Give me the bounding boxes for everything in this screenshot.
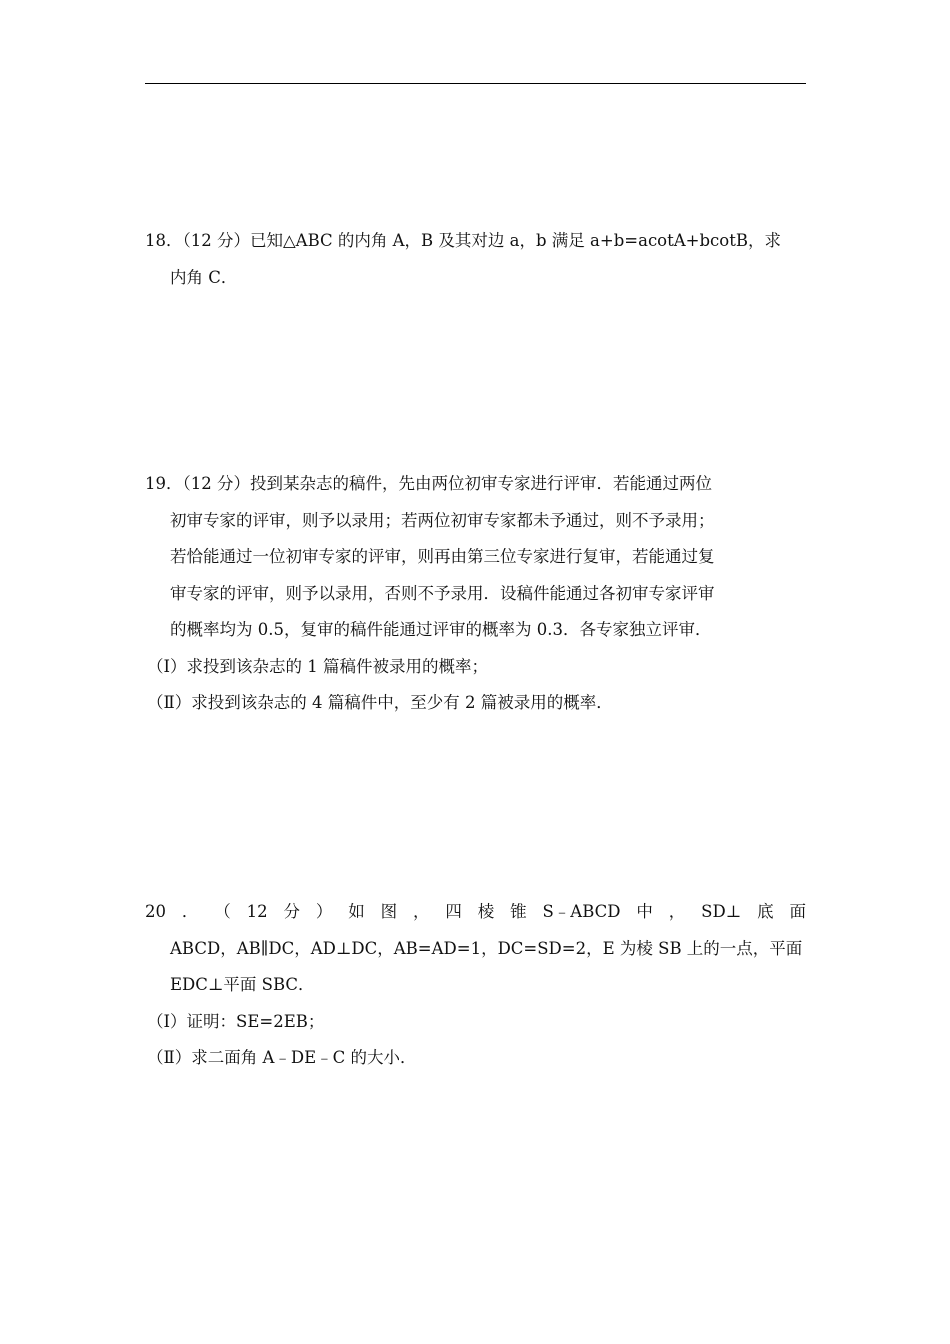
p20-token: ．: [181, 902, 199, 921]
problem-20-part-2: （Ⅱ）求二面角 A﹣DE﹣C 的大小．: [147, 1048, 417, 1067]
p20-token: ，: [413, 902, 430, 921]
p20-token: ）: [315, 902, 333, 921]
p20-token: 锥: [510, 902, 527, 921]
header-rule: [145, 83, 806, 84]
p20-token: （: [214, 902, 231, 921]
problem-20-line-3: EDC⊥平面 SBC．: [170, 975, 315, 994]
problem-20: [145, 894, 806, 1077]
problem-18-line-2: 内角 C．: [170, 267, 238, 287]
p20-token: 底: [757, 902, 774, 921]
p20-token: 面: [789, 902, 806, 921]
p20-token: 四: [445, 902, 462, 921]
p20-token: SD⊥: [701, 902, 742, 921]
problem-18-line-1: 18．（12 分）已知△ABC 的内角 A，B 及其对边 a，b 满足 a+b=acotA+bcotB，求: [145, 231, 781, 250]
problem-19-line-2: 初审专家的评审，则予以录用；若两位初审专家都未予通过，则不予录用；: [170, 510, 715, 530]
problem-20-part-1: （Ⅰ）证明：SE=2EB；: [147, 1011, 325, 1031]
p20-token: 分: [283, 902, 300, 921]
p20-token: 棱: [477, 902, 495, 921]
problem-20-line-1: [145, 894, 806, 931]
p20-token: 20: [145, 902, 166, 921]
problem-19-line-4: 审专家的评审，则予以录用，否则不予录用．设稿件能通过各初审专家评审: [170, 583, 715, 603]
problem-18: [145, 223, 806, 296]
problem-19: [145, 466, 806, 722]
problem-20-line-2: ABCD，AB∥DC，AD⊥DC，AB=AD=1，DC=SD=2，E 为棱 SB 上的一点，平面: [170, 938, 803, 958]
p20-token: S﹣ABCD: [542, 902, 621, 921]
p20-token: 如: [348, 902, 365, 921]
problem-19-line-1: 19．（12 分）投到某杂志的稿件，先由两位初审专家进行评审．若能通过两位: [145, 474, 712, 493]
p20-token: ，: [668, 902, 686, 921]
problem-19-line-5: 的概率均为 0.5，复审的稿件能通过评审的概率为 0.3．各专家独立评审．: [170, 620, 712, 639]
p20-token: 图: [380, 902, 398, 921]
problem-19-line-3: 若恰能通过一位初审专家的评审，则再由第三位专家进行复审，若能通过复: [170, 547, 715, 566]
p20-token: 中: [636, 902, 653, 921]
p20-token: 12: [246, 902, 268, 921]
problem-19-part-2: （Ⅱ）求投到该杂志的 4 篇稿件中，至少有 2 篇被录用的概率．: [147, 693, 613, 712]
problem-19-part-1: （Ⅰ）求投到该杂志的 1 篇稿件被录用的概率；: [147, 656, 489, 676]
